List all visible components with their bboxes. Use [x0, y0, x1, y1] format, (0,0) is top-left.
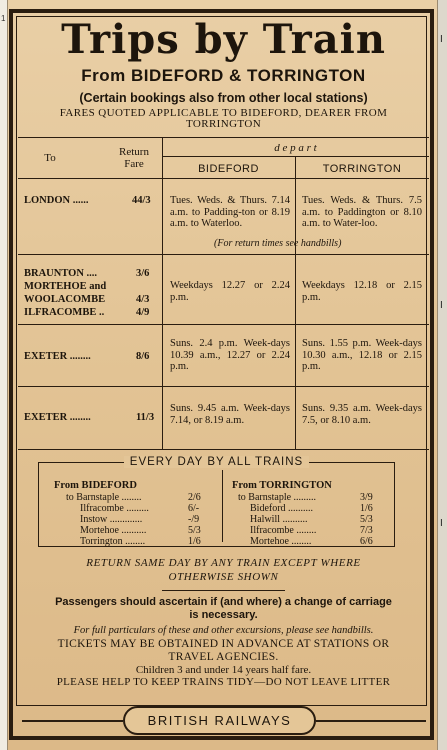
bideford-fare-row-4 — [80, 525, 214, 537]
torrington-fare-row-5 — [250, 536, 388, 548]
destination-fare: 4/3 — [136, 294, 150, 305]
right-page-edge — [437, 0, 447, 750]
fare-label: Halwill .......... — [250, 514, 308, 525]
fare-label: to Barnstaple ......... — [238, 492, 317, 503]
table-top-rule — [18, 137, 429, 138]
children-note: Children 3 and under 14 years half fare. — [135, 664, 312, 676]
bideford-times-row-3: Suns. 2.4 p.m. Week-days 10.39 a.m., 12.27 or 2.24 p.m. — [170, 338, 290, 372]
col-torrington-header: TORRINGTON — [322, 163, 402, 175]
bideford-fare-row-3 — [80, 514, 214, 526]
destination-row-4 — [24, 411, 158, 424]
subtitle: From BIDEFORD & TORRINGTON — [81, 66, 366, 85]
torrington-times-row-2: Weekdays 12.18 or 2.15 p.m. — [302, 280, 422, 303]
fare-value: 3/9 — [360, 492, 373, 503]
tickets-line-1: TICKETS MAY BE OBTAINED IN ADVANCE AT STATIONS OR — [57, 638, 390, 650]
passengers-line-2: is necessary. — [189, 609, 258, 621]
fare-label: to Barnstaple ........ — [66, 492, 142, 503]
logo-bar-left — [22, 720, 123, 722]
tickets-line-2: TRAVEL AGENCIES. — [168, 651, 279, 663]
destination-row-3 — [24, 350, 158, 363]
destination-row-2 — [24, 267, 158, 319]
fare-value: 1/6 — [360, 503, 373, 514]
bideford-fare-row-2 — [80, 503, 214, 515]
fare-value: -/9 — [188, 514, 200, 525]
return-note-line-2: OTHERWISE SHOWN — [168, 571, 279, 583]
destination-name: EXETER ........ — [24, 412, 91, 423]
destination-name: ILFRACOMBE .. — [24, 307, 105, 318]
destination-name: LONDON ...... — [24, 195, 89, 206]
destination-fare: 8/6 — [136, 351, 150, 362]
table-bottom-rule — [18, 449, 429, 450]
destination-name: MORTEHOE and — [24, 281, 107, 292]
bideford-fare-row-1 — [66, 492, 214, 504]
col-fare-header: Fare — [124, 158, 144, 170]
from-torrington-heading: From TORRINGTON — [232, 480, 332, 491]
bideford-times-row-2: Weekdays 12.27 or 2.24 p.m. — [170, 280, 290, 303]
page-title: Trips by Train — [61, 16, 386, 63]
fares-note: FARES QUOTED APPLICABLE TO BIDEFORD, DEARER FROM TORRINGTON — [59, 107, 388, 130]
right-edge-char-3: I — [440, 518, 443, 529]
row-rule-3 — [18, 386, 429, 387]
destination-fare: 11/3 — [136, 412, 155, 423]
fare-value: 6/6 — [360, 536, 373, 547]
right-edge-char-2: I — [440, 300, 443, 311]
fare-value: 1/6 — [188, 536, 201, 547]
torrington-times-row-1: Tues. Weds. & Thurs. 7.5 a.m. to Paddington or 8.10 a.m. to Water-loo. — [302, 195, 422, 229]
passengers-line-1: Passengers should ascertain if (and where) a change of carriage — [55, 596, 392, 608]
logo-bar-right — [316, 720, 426, 722]
table-header-rule — [18, 178, 429, 179]
destination-fare: 44/3 — [132, 195, 151, 206]
destination-fare: 3/6 — [136, 268, 150, 279]
destination-name: EXETER ........ — [24, 351, 91, 362]
right-edge-char-1: I — [440, 34, 443, 45]
passengers-note — [20, 596, 427, 622]
fare-value: 6/- — [188, 503, 200, 514]
torrington-fare-row-1 — [238, 492, 388, 504]
fare-label: Mortehoe .......... — [80, 525, 147, 536]
bookings-note: (Certain bookings also from other local stations) — [79, 91, 368, 105]
return-note-line-1: RETURN SAME DAY BY ANY TRAIN EXCEPT WHERE — [86, 557, 361, 569]
depart-header: d e p a r t — [274, 142, 317, 154]
torrington-times-row-4: Suns. 9.35 a.m. Week-days 7.5, or 8.10 a.m. — [302, 403, 422, 426]
return-times-note: (For return times see handbills) — [214, 238, 342, 249]
fare-label: Bideford .......... — [250, 503, 314, 514]
left-page-edge — [0, 0, 8, 750]
fare-value: 5/3 — [360, 514, 373, 525]
col-to-header: To — [44, 152, 56, 164]
destination-name: BRAUNTON .... — [24, 268, 98, 279]
destination-fare: 4/9 — [136, 307, 150, 318]
torrington-fare-row-2 — [250, 503, 388, 515]
torrington-times-row-3: Suns. 1.55 p.m. Week-days 10.30 a.m., 12.18 or 2.15 p.m. — [302, 338, 422, 372]
return-same-day-note — [20, 556, 427, 584]
bideford-times-row-1: Tues. Weds. & Thurs. 7.14 a.m. to Padding-ton or 8.19 a.m. to Waterloo. — [170, 195, 290, 229]
fare-label: Mortehoe ........ — [250, 536, 312, 547]
bideford-times-row-4: Suns. 9.45 a.m. Week-days 7.14, or 8.19 a.m. — [170, 403, 290, 426]
fare-label: Ilfracombe ........ — [250, 525, 317, 536]
tidy-note: PLEASE HELP TO KEEP TRAINS TIDY—DO NOT LEAVE LITTER — [56, 676, 391, 688]
fare-value: 2/6 — [188, 492, 201, 503]
fare-label: Torrington ........ — [80, 536, 146, 547]
col-return-header: Return — [119, 146, 149, 158]
destination-name: WOOLACOMBE — [24, 294, 106, 305]
particulars-note: For full particulars of these and other excursions, please see handbills. — [73, 625, 374, 636]
fare-label: Instow ............. — [80, 514, 143, 525]
bideford-fare-row-5 — [80, 536, 214, 548]
left-edge-char: 1 — [1, 14, 6, 23]
fare-value: 5/3 — [188, 525, 201, 536]
tickets-note — [20, 638, 427, 664]
col-bideford-header: BIDEFORD — [198, 163, 259, 175]
fare-label: Ilfracombe ......... — [80, 503, 149, 514]
row-rule-1 — [18, 254, 429, 255]
torrington-fare-row-4 — [250, 525, 388, 537]
every-day-title-text: EVERY DAY BY ALL TRAINS — [124, 456, 309, 468]
every-day-title — [40, 456, 393, 468]
every-day-divider — [222, 470, 223, 542]
fare-value: 7/3 — [360, 525, 373, 536]
logo-text: BRITISH RAILWAYS — [147, 713, 292, 728]
destination-row-1 — [24, 194, 158, 207]
from-bideford-heading: From BIDEFORD — [54, 480, 137, 491]
col-rule-1 — [162, 137, 163, 449]
footer-divider — [162, 590, 285, 591]
row-rule-2 — [18, 324, 429, 325]
col-rule-2 — [295, 156, 296, 449]
torrington-fare-row-3 — [250, 514, 388, 526]
